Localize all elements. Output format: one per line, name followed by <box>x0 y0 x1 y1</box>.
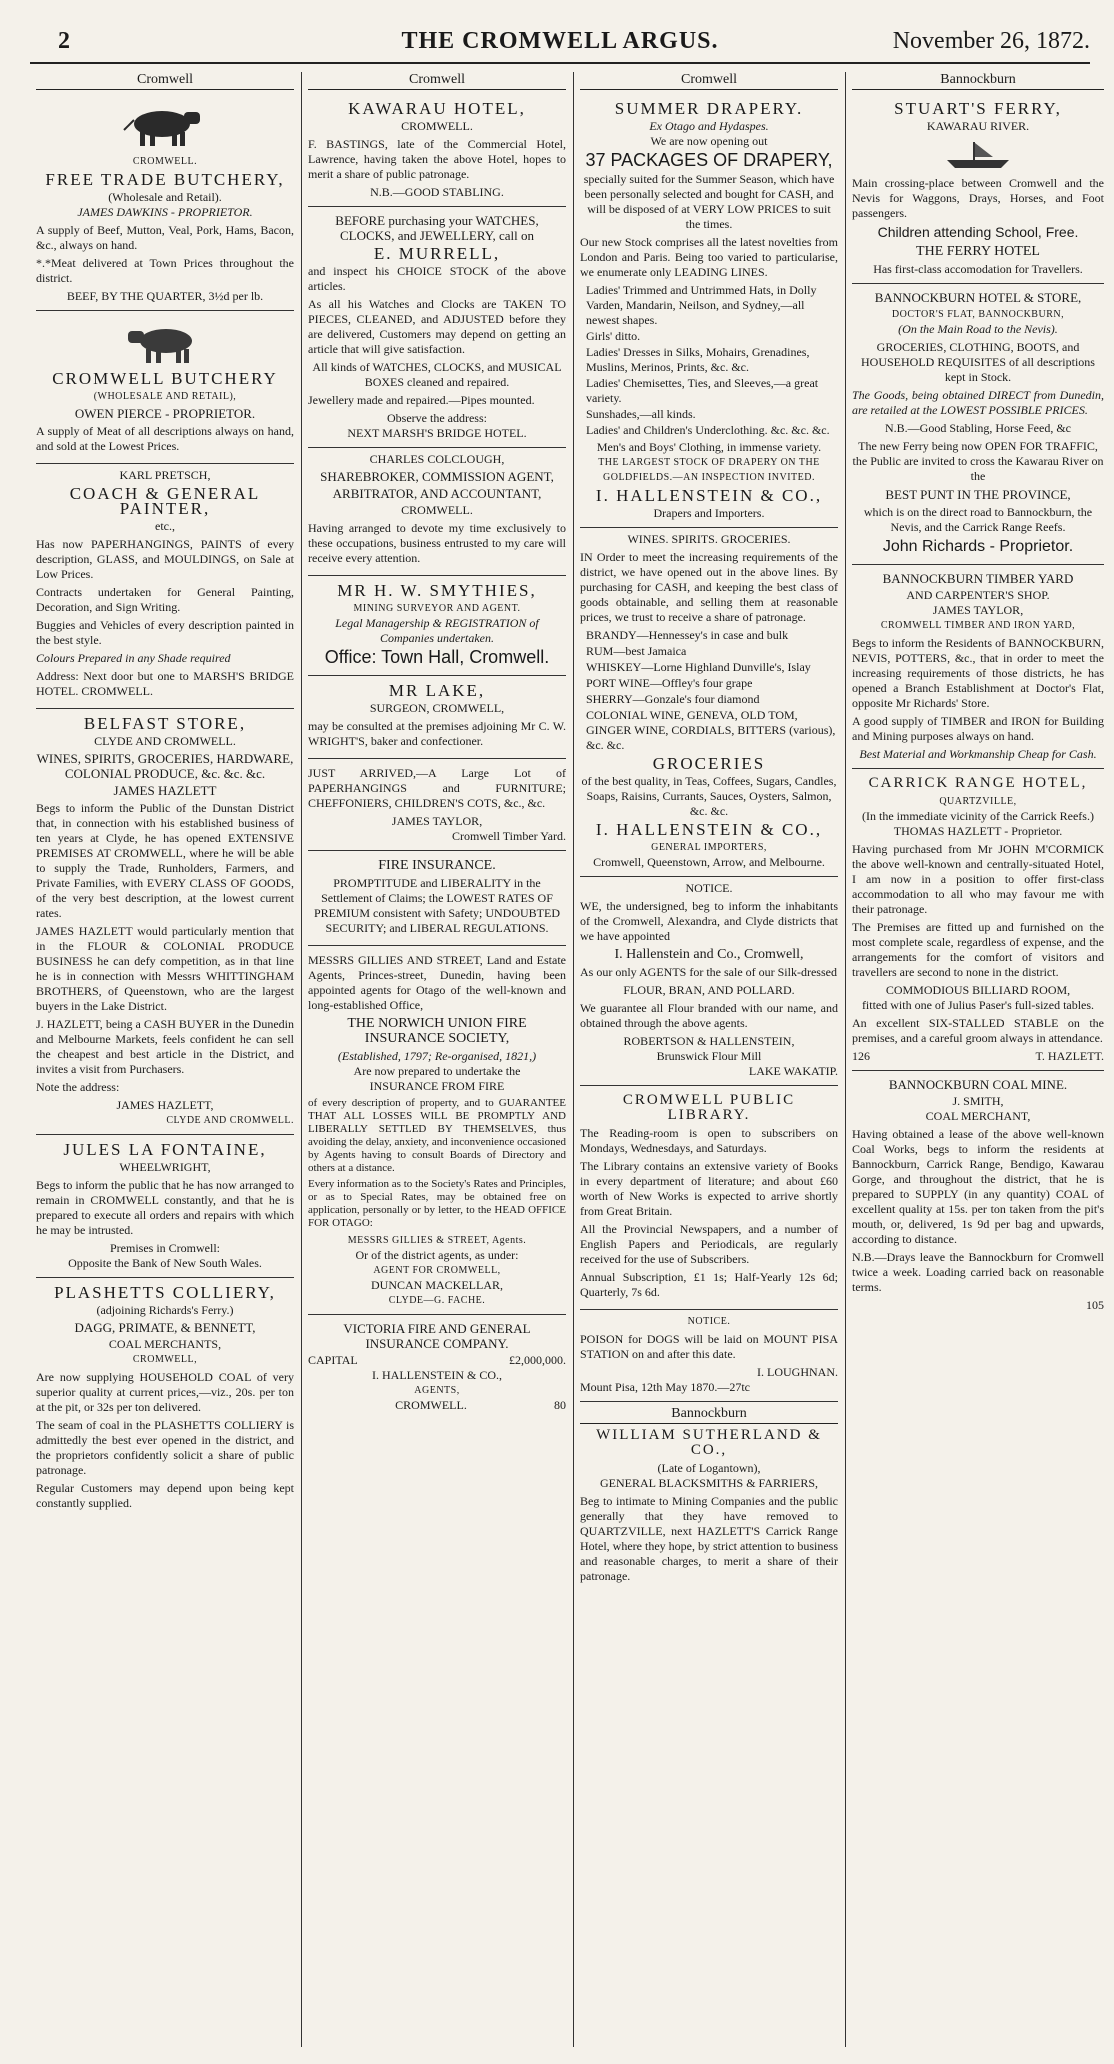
ad-title: NOTICE. <box>687 1316 731 1327</box>
column-1 <box>36 72 294 2052</box>
list-item: • COLONIAL WINE, GENEVA, OLD TOM, GINGER WINE, CORDIALS, BITTERS (various), &c. &c. <box>586 708 838 753</box>
ad-title: FIRE INSURANCE. <box>378 858 496 873</box>
capital-label: CAPITAL <box>308 1353 358 1367</box>
ad-karl-pretsch <box>36 464 294 709</box>
ad-text: fitted with one of Julius Paser's full-sized tables. <box>861 998 1095 1012</box>
ad-place: CROMWELL. <box>395 1398 467 1412</box>
ad-text: The Reading-room is open to subscribers on Mondays, Wednesdays, and Saturdays. <box>580 1126 838 1155</box>
ad-text: A supply of Meat of all descriptions always on hand, and sold at the Lowest Prices. <box>36 424 294 453</box>
ad-text: Every information as to the Society's Rates and Principles, or as to Special Rates, may be obtained free on application, personally or by letter, to the HEAD OFFICE FOR OTAGO: <box>308 1178 566 1229</box>
ad-name: KARL PRETSCH, <box>119 468 211 482</box>
ad-title: MR LAKE, <box>388 681 486 700</box>
ad-public-library <box>580 1086 838 1310</box>
ad-subtitle: GROCERIES <box>652 754 766 773</box>
ad-subtitle: CLYDE AND CROMWELL. <box>94 734 236 748</box>
ad-firm: I. HALLENSTEIN & CO., <box>595 820 823 839</box>
ad-title: WINES. SPIRITS. GROCERIES. <box>627 532 791 546</box>
ad-title: JULES LA FONTAINE, <box>63 1140 267 1159</box>
ad-text: IN Order to meet the increasing requirements of the district, we have opened out in the above lines. By purchasing for CASH, and keeping the best class of goods obtainable, and selling them at reasonable prices, we trust to receive a share of patronage. <box>580 550 838 624</box>
ad-name: JAMES HAZLETT <box>113 783 217 798</box>
ad-title: BEFORE purchasing your WATCHES, CLOCKS, and JEWELLERY, call on <box>335 213 539 243</box>
ad-gillies-and-street <box>308 946 566 1315</box>
ad-note: CLYDE—G. FACHE. <box>388 1295 486 1306</box>
column-rule <box>845 72 846 2047</box>
ad-subtitle: (WHOLESALE AND RETAIL), <box>93 391 237 402</box>
ad-bannockburn-hotel <box>852 284 1104 565</box>
ad-owner: John Richards - Proprietor. <box>882 538 1074 555</box>
ad-summer-drapery <box>580 94 838 528</box>
ad-signature: I. LOUGHNAN. <box>757 1365 838 1379</box>
list-item: • RUM—best Jamaica <box>586 644 838 659</box>
ad-text: PROMPTITUDE and LIBERALITY in the Settlement of Claims; the LOWEST RATES OF PREMIUM consistent with Safety; UNDOUBTED SECURITY; and LIBERAL REGULATIONS. <box>314 876 560 935</box>
ad-packages: 37 PACKAGES OF DRAPERY, <box>585 150 833 170</box>
ad-italic: (Established, 1797; Re-organised, 1821,) <box>337 1049 537 1063</box>
list-item: • Girls' ditto. <box>586 329 838 344</box>
ad-subtitle: (Wholesale and Retail). <box>108 190 222 204</box>
ad-text: Having obtained a lease of the above well-known Coal Works, begs to inform the residents at Bannockburn, Carrick Range, Bendigo, Kawarau Gorge, and throughout the district, that he is prepared to SUPPLY (in any quantity) COAL of excellent quality at 15s. per ton taken from the pit's mouth, or, delivered, 1s 9d per bag and upwards, according to distance. <box>852 1127 1104 1246</box>
bull-icon <box>120 102 210 150</box>
ad-charles-colclough <box>308 448 566 576</box>
ad-text: *.*Meat delivered at Town Prices throughout the district. <box>36 256 294 285</box>
ad-punt: BEST PUNT IN THE PROVINCE, <box>885 487 1071 502</box>
ad-text: Contracts undertaken for General Painting, Decoration, and Sign Writing. <box>36 585 294 614</box>
ad-text: F. BASTINGS, late of the Commercial Hotel, Lawrence, having taken the above Hotel, hopes to merit a share of public patronage. <box>308 137 566 181</box>
ad-number: 80 <box>553 1398 566 1412</box>
drapery-list <box>580 283 838 438</box>
ad-fire-insurance <box>308 851 566 946</box>
ad-text: POISON for DOGS will be laid on MOUNT PISA STATION on and after this date. <box>580 1332 838 1361</box>
ad-subtitle: (Late of Logantown), <box>657 1461 761 1475</box>
ad-subtitle: (In the immediate vicinity of the Carrick Reefs.) <box>862 809 1094 823</box>
ad-place: CROMWELL. <box>401 503 473 517</box>
ad-title: PLASHETTS COLLIERY, <box>54 1283 276 1302</box>
ad-subtitle: WHEELWRIGHT, <box>119 1160 211 1174</box>
ad-place: CROMWELL, <box>132 1354 198 1365</box>
ad-signature: CLYDE AND CROMWELL. <box>166 1115 294 1126</box>
ad-italic: Colours Prepared in any Shade required <box>36 651 231 665</box>
ad-firm: I. Hallenstein and Co., Cromwell, <box>614 947 804 962</box>
list-item: • Ladies' Trimmed and Untrimmed Hats, in Dolly Varden, Mandarin, Neilson, and Sydney,—all newest shapes. <box>586 283 838 328</box>
ad-carrick-range-hotel <box>852 769 1104 1071</box>
ad-note: Observe the address: <box>387 411 487 425</box>
list-item: • BRANDY—Hennessey's in case and bulk <box>586 628 838 643</box>
list-item: • Ladies' Chemisettes, Ties, and Sleeves,—a great variety. <box>586 376 838 406</box>
ad-name: J. SMITH, <box>952 1094 1004 1108</box>
ad-notice-flour <box>580 877 838 1086</box>
ad-owner: OWEN PIERCE - PROPRIETOR. <box>74 406 256 421</box>
ad-note: Premises in Cromwell: <box>110 1241 220 1255</box>
ad-text: JAMES HAZLETT would particularly mention that in the FLOUR & COLONIAL PRODUCE BUSINESS he can defy competition, as in that line he is in connection with Messrs WHITTINGHAM BROTHERS, of Queenstown, who are the largest buyers in the Lake District. <box>36 924 294 1013</box>
ad-footer <box>852 1049 1104 1064</box>
ad-title: CROMWELL BUTCHERY <box>52 369 278 388</box>
ad-text: All kinds of WATCHES, CLOCKS, and MUSICAL BOXES cleaned and repaired. <box>312 360 562 389</box>
ad-owner: JAMES DAWKINS - PROPRIETOR. <box>77 205 253 219</box>
ad-text: The new Ferry being now OPEN FOR TRAFFIC, the Public are invited to cross the Kawarau River on the <box>852 439 1104 483</box>
ad-text: of every description of property, and to GUARANTEE THAT ALL LOSSES WILL BE PROMPTLY AND LIBERALLY SETTLED BY THEMSELVES, thus avoiding the delay, anxiety, and inconvenience occasioned by Agents having to consult Boards of Directory and others at a distance. <box>308 1097 566 1174</box>
ad-title: WILLIAM SUTHERLAND & CO., <box>596 1427 822 1458</box>
ad-text: may be consulted at the premises adjoining Mr C. W. WRIGHT'S, baker and confectioner. <box>308 719 566 748</box>
ad-jules-la-fontaine <box>36 1135 294 1278</box>
ad-name: E. MURRELL, <box>373 244 501 263</box>
wines-list <box>580 628 838 753</box>
ad-text: Annual Subscription, £1 1s; Half-Yearly 12s 6d; Quarterly, 7s 6d. <box>580 1270 838 1299</box>
ad-title: SHAREBROKER, COMMISSION AGENT, <box>320 469 554 484</box>
ad-hotel: THE FERRY HOTEL <box>916 244 1040 259</box>
list-item: • SHERRY—Gonzale's four diamond <box>586 692 838 707</box>
list-item: • Sunshades,—all kinds. <box>586 407 838 422</box>
ad-text: Beg to intimate to Mining Companies and the public generally that they have removed to QUARTZVILLE, next HAZLETT'S Carrick Range Hotel, where they hope, by strict attention to business and reasonable charges, to merit a share of their patronage. <box>580 1494 838 1583</box>
ad-title: ARBITRATOR, AND ACCOUNTANT, <box>332 486 542 501</box>
column-header: Bannockburn <box>852 72 1104 90</box>
ad-text: Main crossing-place between Cromwell and the Nevis for Waggons, Drays, Horses, and Foot passengers. <box>852 176 1104 220</box>
ad-text: A supply of Beef, Mutton, Veal, Pork, Hams, Bacon, &c., always on hand. <box>36 223 294 252</box>
ad-text: WE, the undersigned, beg to inform the inhabitants of the Cromwell, Alexandra, and Clyde districts that we have appointed <box>580 899 838 943</box>
ad-note: AGENT FOR CROMWELL, <box>373 1265 501 1276</box>
page-number: 2 <box>58 28 70 54</box>
list-item: • WHISKEY—Lorne Highland Dunville's, Islay <box>586 660 838 675</box>
ad-bannockburn-coal-mine <box>852 1071 1104 1319</box>
ad-text: We are now opening out <box>650 134 768 148</box>
column-rule <box>301 72 302 2047</box>
ad-subtitle: AND CARPENTER'S SHOP. <box>906 588 1050 602</box>
ferry-boat-icon <box>943 138 1013 172</box>
ad-name: JAMES TAYLOR, <box>391 814 483 828</box>
ad-text: The Premises are fitted up and furnished on the most complete scale, regardless of expense, and the arrangements for the comfort of visitors and travellers are second to none in the district. <box>852 920 1104 979</box>
ad-text: Are now prepared to undertake the <box>353 1064 521 1078</box>
cow-icon <box>120 319 210 367</box>
ad-name: JAMES TAYLOR, <box>932 603 1024 617</box>
ad-footer <box>308 1398 566 1413</box>
ad-text: The seam of coal in the PLASHETTS COLLIERY is admittedly the best ever opened in the district, and the proprietors confidently solicit a share of public patronage. <box>36 1418 294 1477</box>
ad-note: N.B.—Good Stabling, Horse Feed, &c <box>885 421 1071 435</box>
ad-place: CROMWELL TIMBER AND IRON YARD, <box>880 620 1076 631</box>
ad-belfast-store <box>36 709 294 1135</box>
ad-smythies <box>308 576 566 676</box>
ad-name: DUNCAN MACKELLAR, <box>371 1278 503 1292</box>
ad-text: JUST ARRIVED,—A Large Lot of PAPERHANGINGS and FURNITURE; CHEFFONIERS, CHILDREN'S COTS, &c., &c. <box>308 766 566 810</box>
ad-text: Has first-class accomodation for Travellers. <box>873 262 1083 276</box>
ad-william-sutherland <box>580 1402 838 1593</box>
ad-free-trade-butchery <box>36 94 294 311</box>
ad-text: MESSRS GILLIES AND STREET, Land and Estate Agents, Princes-street, Dunedin, having been appointed agents for Otago of the well-known and long-established Office, <box>308 953 566 1012</box>
ad-subtitle: DOCTOR'S FLAT, BANNOCKBURN, <box>891 309 1065 320</box>
ad-text: Are now supplying HOUSEHOLD COAL of very superior quality at current prices,—viz., 20s. per ton at the pit, or 32s per ton delivered. <box>36 1370 294 1414</box>
ad-italic: The Goods, being obtained DIRECT from Dunedin, are retailed at the LOWEST POSSIBLE PRICES. <box>852 388 1104 417</box>
ad-subtitle: Drapers and Importers. <box>653 506 765 520</box>
ad-note: AGENTS, <box>414 1385 460 1396</box>
capital-row <box>308 1353 566 1368</box>
ad-victoria-fire <box>308 1315 566 1419</box>
ad-owner: THOMAS HAZLETT - Proprietor. <box>893 824 1063 838</box>
ad-title: BANNOCKBURN TIMBER YARD <box>882 571 1074 586</box>
ad-text: which is on the direct road to Bannockburn, the Nevis, and the Carrick Range Reefs. <box>863 505 1093 534</box>
ad-title: SUMMER DRAPERY. <box>614 99 804 118</box>
ad-text: Having arranged to devote my time exclusively to these occupations, business entrusted to my care will receive every attention. <box>308 521 566 565</box>
capital-value: £2,000,000. <box>509 1353 566 1367</box>
ad-title: VICTORIA FIRE AND GENERAL INSURANCE COMPANY. <box>343 1321 531 1351</box>
ad-stuarts-ferry <box>852 94 1104 284</box>
ad-bannockburn-timber-yard <box>852 565 1104 769</box>
ad-title: CROMWELL PUBLIC LIBRARY. <box>622 1092 796 1123</box>
column-header: Cromwell <box>580 72 838 90</box>
issue-date: November 26, 1872. <box>892 28 1090 54</box>
ad-owner: DAGG, PRIMATE, & BENNETT, <box>74 1320 256 1335</box>
ad-text: Having purchased from Mr JOHN M'CORMICK the above well-known and centrally-situated Hotel, I am now in a position to offer first-class accommodation to all who may favour me with their patronage. <box>852 842 1104 916</box>
ad-firm: I. HALLENSTEIN & CO., <box>595 486 823 505</box>
ad-title: KAWARAU HOTEL, <box>348 99 526 118</box>
ad-notice-poison <box>580 1310 838 1402</box>
ad-number: 105 <box>1086 1298 1104 1312</box>
column-header: Cromwell <box>308 72 566 90</box>
ad-text: Buggies and Vehicles of every description painted in the best style. <box>36 618 294 647</box>
ad-text: As our only AGENTS for the sale of our Silk-dressed <box>580 965 837 979</box>
column-4 <box>852 72 1104 2052</box>
ad-text: We guarantee all Flour branded with our name, and obtained through the above agents. <box>580 1001 838 1030</box>
ad-title: NOTICE. <box>685 881 733 895</box>
ad-text: Our new Stock comprises all the latest novelties from London and Paris. Being too varied to particularise, we enumerate only LEADING LINES. <box>580 235 838 279</box>
ad-subtitle: INSURANCE FROM FIRE <box>369 1079 505 1093</box>
ad-signature: Brunswick Flour Mill <box>656 1049 762 1063</box>
ad-address: NEXT MARSH'S BRIDGE HOTEL. <box>347 426 527 440</box>
ad-subtitle: CROMWELL. <box>401 119 473 133</box>
ad-trade: COAL MERCHANT, <box>925 1109 1031 1123</box>
ad-office: Office: Town Hall, Cromwell. <box>324 647 550 667</box>
ad-italic: (On the Main Road to the Nevis). <box>898 322 1058 336</box>
ad-address: Opposite the Bank of New South Wales. <box>68 1256 262 1270</box>
ad-subtitle: GENERAL IMPORTERS, <box>651 842 767 853</box>
ad-text: specially suited for the Summer Season, which have been personally selected and bought for CASH, and will be disposed of at VERY LOW PRICES to suit the times. <box>583 172 835 231</box>
column-rule <box>573 72 574 2047</box>
ad-text: Begs to inform the public that he has now arranged to remain in CROMWELL constantly, and that he is prepared to execute all orders and repairs with which he may be intrusted. <box>36 1178 294 1237</box>
ad-address: Address: Next door but one to MARSH'S BRIDGE HOTEL. CROMWELL. <box>36 669 294 698</box>
ad-text: All the Provincial Newspapers, and a number of English Papers and Periodicals, are regularly received for the use of Subscribers. <box>580 1222 838 1266</box>
ad-italic: Legal Managership & REGISTRATION of Companies undertaken. <box>335 616 539 645</box>
newspaper-title: THE CROMWELL ARGUS. <box>401 28 719 54</box>
ad-place: Cromwell, Queenstown, Arrow, and Melbourne. <box>593 855 825 869</box>
ad-text: Jewellery made and repaired.—Pipes mounted. <box>308 393 535 407</box>
ad-subtitle: MINING SURVEYOR AND AGENT. <box>353 603 521 614</box>
ad-wines-spirits <box>580 528 838 877</box>
ad-date: Mount Pisa, 12th May 1870.—27tc <box>580 1380 750 1394</box>
ad-subtitle: (adjoining Richards's Ferry.) <box>96 1303 234 1317</box>
ad-notice: Children attending School, Free. <box>877 224 1079 240</box>
list-item: • Ladies' and Children's Underclothing. &c. &c. &c. <box>586 423 838 438</box>
masthead <box>30 28 1090 64</box>
ad-text: An excellent SIX-STALLED STABLE on the premises, and a careful groom always in attendance. <box>852 1016 1104 1045</box>
ad-signature: JAMES HAZLETT, <box>116 1098 214 1112</box>
ad-note: Or of the district agents, as under: <box>355 1248 519 1262</box>
ad-text: of the best quality, in Teas, Coffees, Sugars, Candles, Soaps, Raisins, Currants, Sauces, Oysters, Salmon, &c. &c. <box>581 774 837 818</box>
ad-e-murrell <box>308 207 566 448</box>
ad-trade: GENERAL BLACKSMITHS & FARRIERS, <box>599 1476 819 1490</box>
list-item: • PORT WINE—Offley's four grape <box>586 676 838 691</box>
ad-text: J. HAZLETT, being a CASH BUYER in the Dunedin and Melbourne Markets, feels confident he can sell the cheapest and best article in the District, and invites a visit from Purchasers. <box>36 1017 294 1076</box>
ad-wares: WINES, SPIRITS, GROCERIES, HARDWARE, COLONIAL PRODUCE, &c. &c. &c. <box>36 751 294 781</box>
ad-signature: T. HAZLETT. <box>1035 1049 1104 1063</box>
ad-price: BEEF, BY THE QUARTER, 3½d per lb. <box>66 289 264 303</box>
ad-just-arrived <box>308 759 566 851</box>
ad-text: Begs to inform the Residents of BANNOCKBURN, NEVIS, POTTERS, &c., that in order to meet the increasing requirements of those districts, he has opened a Branch Establishment at Doctor's Flat, opposite Mr Richards' Store. <box>852 636 1104 710</box>
ad-text: Regular Customers may depend upon being kept constantly supplied. <box>36 1481 294 1510</box>
ad-text: A good supply of TIMBER and IRON for Building and Mining purposes always on hand. <box>852 714 1104 743</box>
ad-text: Begs to inform the Public of the Dunstan District that, in connection with his established business of ten years at Clyde, he has opened EXTENSIVE PREMISES AT CROMWELL, where he will be able to supply the Trade, Runholders, Farmers, and Private Families, with EVERY CLASS OF GOODS, of the very best description, at the lowest current rates. <box>36 801 294 920</box>
ad-text: As all his Watches and Clocks are TAKEN TO PIECES, CLEANED, and ADJUSTED before they are delivered, Customers may depend on getting an article that will give satisfaction. <box>308 297 566 356</box>
ad-signature: MESSRS GILLIES & STREET, Agents. <box>347 1235 527 1246</box>
ad-company: THE NORWICH UNION FIRE INSURANCE SOCIETY, <box>347 1016 527 1046</box>
ad-signature: ROBERTSON & HALLENSTEIN, <box>623 1034 795 1048</box>
ad-number: 126 <box>852 1049 870 1063</box>
ad-subtitle: SURGEON, CROMWELL, <box>369 701 505 715</box>
ad-place: Cromwell Timber Yard. <box>451 829 566 843</box>
ad-italic: Ex Otago and Hydaspes. <box>649 119 769 133</box>
ad-name: CHARLES COLCLOUGH, <box>369 452 505 466</box>
ad-note: N.B.—GOOD STABLING. <box>370 185 504 199</box>
ad-text: THE LARGEST STOCK OF DRAPERY ON THE GOLDFIELDS.—AN INSPECTION INVITED. <box>598 457 820 483</box>
ad-subtitle: QUARTZVILLE, <box>939 796 1017 807</box>
ad-title: CARRICK RANGE HOTEL, <box>868 775 1088 791</box>
list-item: • Ladies' Dresses in Silks, Mohairs, Grenadines, Muslins, Merinos, Prints, &c. &c. <box>586 345 838 375</box>
ad-subtitle: etc., <box>155 519 175 533</box>
ad-trade: COAL MERCHANTS, <box>108 1337 222 1351</box>
ad-title: MR H. W. SMYTHIES, <box>337 581 537 600</box>
ad-subtitle: KAWARAU RIVER. <box>926 119 1030 133</box>
ad-mr-lake <box>308 676 566 759</box>
ad-title: FREE TRADE BUTCHERY, <box>45 170 285 189</box>
ad-kawarau-hotel <box>308 94 566 207</box>
ad-cromwell-butchery <box>36 311 294 464</box>
section-header: Bannockburn <box>580 1406 838 1424</box>
ad-title: BANNOCKBURN COAL MINE. <box>888 1077 1068 1092</box>
column-header: Cromwell <box>36 72 294 90</box>
ad-text: The Library contains an extensive variety of Books in every department of literature; and about £60 worth of New Works is expected to arrive shortly from Great Britain. <box>580 1159 838 1218</box>
ad-note: Note the address: <box>36 1080 120 1094</box>
ad-text: Men's and Boys' Clothing, in immense variety. <box>596 440 822 454</box>
column-3 <box>580 72 838 2052</box>
ad-signature: LAKE WAKATIP. <box>748 1064 838 1078</box>
ad-text: Has now PAPERHANGINGS, PAINTS of every description, GLASS, and MOULDINGS, on Sale at Low Prices. <box>36 537 294 581</box>
ad-title: BELFAST STORE, <box>83 714 247 733</box>
ad-signature: I. HALLENSTEIN & CO., <box>372 1368 502 1382</box>
ad-billiard: COMMODIOUS BILLIARD ROOM, <box>885 983 1071 997</box>
ad-italic: Best Material and Workmanship Cheap for Cash. <box>859 747 1097 761</box>
ad-text: N.B.—Drays leave the Bannockburn for Cromwell twice a week. Loading carried back on reasonable terms. <box>852 1250 1104 1294</box>
ad-text: and inspect his CHOICE STOCK of the above articles. <box>308 264 566 293</box>
ad-title: BANNOCKBURN HOTEL & STORE, <box>874 290 1082 305</box>
ad-title: STUART'S FERRY, <box>894 99 1062 118</box>
column-2 <box>308 72 566 2052</box>
ad-text: GROCERIES, CLOTHING, BOOTS, and HOUSEHOLD REQUISITES of all descriptions kept in Stock. <box>861 340 1095 384</box>
ad-place: CROMWELL. <box>132 156 198 167</box>
ad-products: FLOUR, BRAN, AND POLLARD. <box>623 983 795 997</box>
ad-plashetts-colliery <box>36 1278 294 1520</box>
ad-title: COACH & GENERAL PAINTER, <box>69 484 261 518</box>
